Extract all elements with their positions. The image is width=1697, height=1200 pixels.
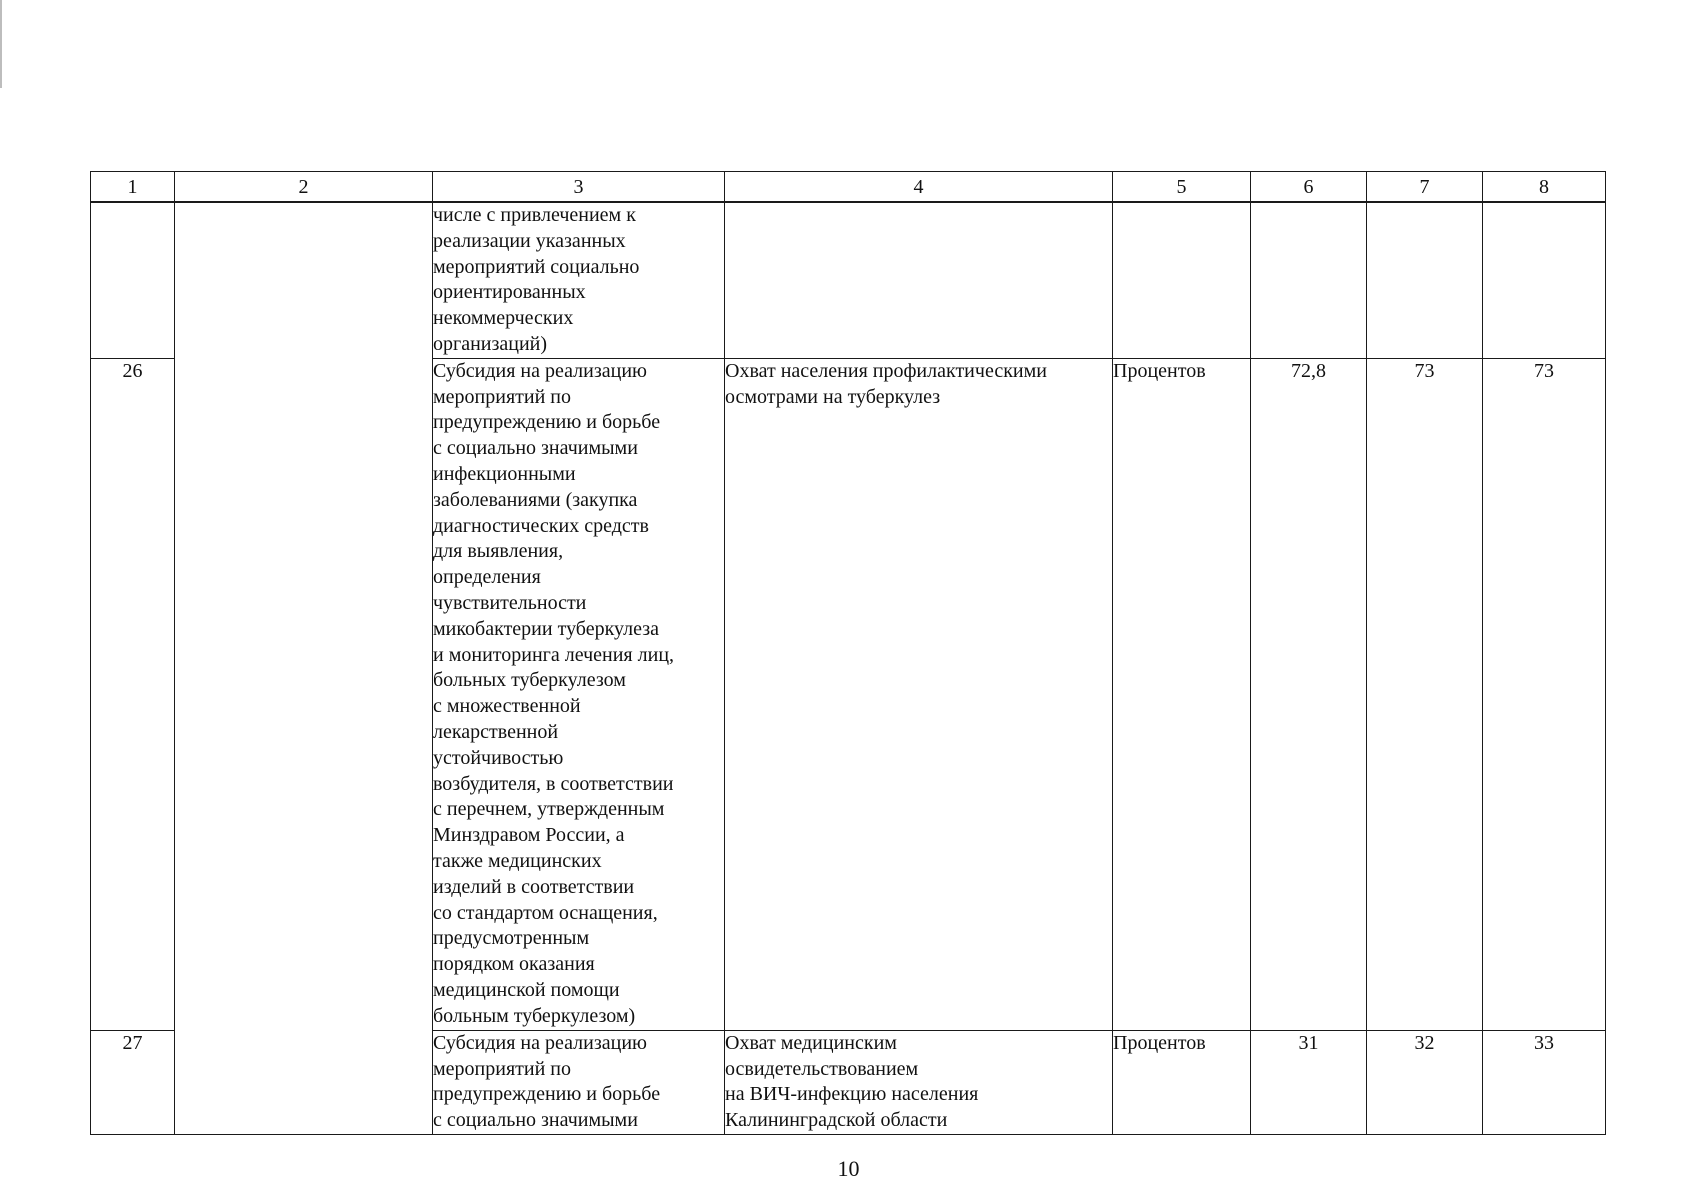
indicators-table xyxy=(90,171,1606,1135)
value-col-8: 33 xyxy=(1483,1030,1606,1134)
indicator-name: Охват медицинским освидетельствованием на ВИЧ-инфекцию населения Калининградской области xyxy=(725,1030,1113,1134)
event-description: Субсидия на реализацию мероприятий по предупреждению и борьбе с социально значимыми xyxy=(433,1030,725,1134)
header-col-1: 1 xyxy=(91,172,175,203)
value-col-7: 73 xyxy=(1367,358,1483,1030)
table-row xyxy=(91,202,1606,358)
scan-edge-mark xyxy=(0,0,2,88)
row-number: 27 xyxy=(91,1030,175,1134)
value-col-8 xyxy=(1483,202,1606,358)
indicator-name xyxy=(725,202,1113,358)
value-col-8: 73 xyxy=(1483,358,1606,1030)
row-number xyxy=(91,202,175,358)
value-col-6: 31 xyxy=(1251,1030,1367,1134)
header-col-4: 4 xyxy=(725,172,1113,203)
unit-of-measure xyxy=(1113,202,1251,358)
header-col-8: 8 xyxy=(1483,172,1606,203)
header-row xyxy=(91,172,1606,203)
unit-of-measure: Процентов xyxy=(1113,358,1251,1030)
header-col-3: 3 xyxy=(433,172,725,203)
page-number: 10 xyxy=(837,1156,860,1181)
event-description: Субсидия на реализацию мероприятий по предупреждению и борьбе с социально значимыми инфекционными заболеваниями (закупка диагностических средств для выявления, определения чувствительности микобактерии туберкулеза и мониторинга лечения лиц, больных туберкулезом с множественной лекарственной устойчивостью возбудителя, в соответствии с перечнем, утвержденным Минздравом России, а также медицинских изделий в соответствии со стандартом оснащения, предусмотренным порядком оказания медицинской помощи больным туберкулезом) xyxy=(433,358,725,1030)
value-col-7: 32 xyxy=(1367,1030,1483,1134)
value-col-6: 72,8 xyxy=(1251,358,1367,1030)
header-col-5: 5 xyxy=(1113,172,1251,203)
row-number: 26 xyxy=(91,358,175,1030)
header-col-6: 6 xyxy=(1251,172,1367,203)
program-name-cell xyxy=(175,202,433,1134)
header-col-7: 7 xyxy=(1367,172,1483,203)
unit-of-measure: Процентов xyxy=(1113,1030,1251,1134)
value-col-6 xyxy=(1251,202,1367,358)
event-description: числе с привлечением к реализации указанных мероприятий социально ориентированных некоммерческих организаций) xyxy=(433,202,725,358)
value-col-7 xyxy=(1367,202,1483,358)
indicator-name: Охват населения профилактическими осмотрами на туберкулез xyxy=(725,358,1113,1030)
header-col-2: 2 xyxy=(175,172,433,203)
